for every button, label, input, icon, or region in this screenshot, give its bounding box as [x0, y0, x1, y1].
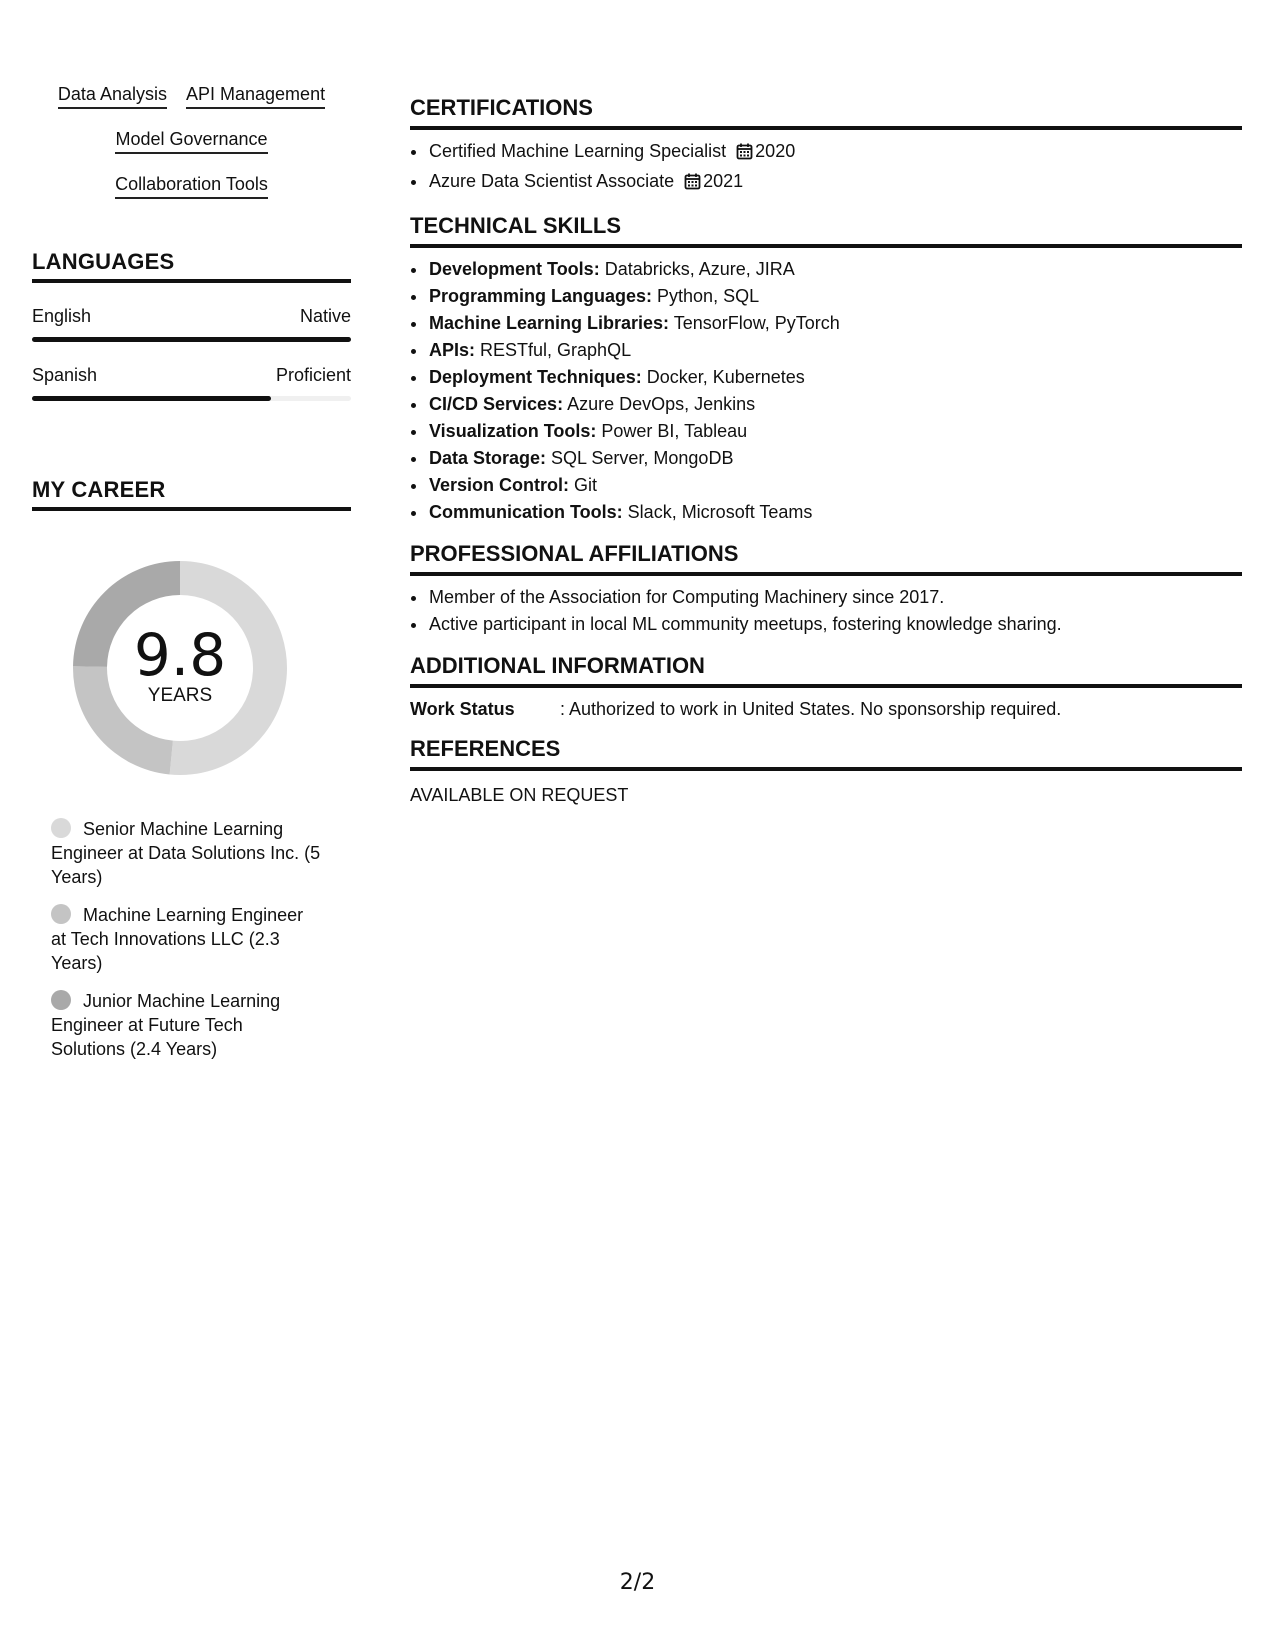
- languages-section: [32, 249, 351, 401]
- skill-label: Data Storage:: [429, 448, 547, 468]
- skill-item: [428, 445, 1242, 472]
- skill-tag-row: [32, 129, 351, 154]
- skill-label: CI/CD Services:: [429, 394, 564, 414]
- career-legend-item: [51, 903, 321, 975]
- certifications-heading: CERTIFICATIONS: [410, 94, 1242, 130]
- skill-value: TensorFlow, PyTorch: [669, 313, 840, 333]
- additional-info-section: [410, 652, 1242, 721]
- certification-item: [428, 138, 1242, 168]
- career-legend-item: [51, 989, 321, 1061]
- work-status-row: [410, 697, 1242, 721]
- skill-tag: API Management: [186, 84, 325, 109]
- skill-item: [428, 310, 1242, 337]
- skill-value: RESTful, GraphQL: [475, 340, 632, 360]
- skill-label: Visualization Tools:: [429, 421, 597, 441]
- skill-item: [428, 472, 1242, 499]
- language-proficiency-fill: [32, 337, 351, 342]
- skill-item: [428, 499, 1242, 526]
- certification-name: Azure Data Scientist Associate: [429, 171, 675, 191]
- language-name: Spanish: [32, 365, 98, 385]
- certifications-list: [410, 138, 1242, 198]
- skill-label: APIs:: [429, 340, 476, 360]
- career-legend: [32, 817, 321, 1061]
- additional-info-heading: ADDITIONAL INFORMATION: [410, 652, 1242, 688]
- skill-tag: Data Analysis: [58, 84, 167, 109]
- certification-year: 2021: [703, 171, 744, 191]
- skill-item: [428, 337, 1242, 364]
- career-total-unit: YEARS: [147, 685, 213, 706]
- skill-tags: [32, 84, 351, 199]
- career-donut-chart: [65, 553, 295, 783]
- skill-label: Deployment Techniques:: [429, 367, 642, 387]
- legend-dot-icon: [51, 818, 71, 838]
- skill-value: Docker, Kubernetes: [641, 367, 805, 387]
- page-indicator: 2/2: [619, 1570, 656, 1595]
- affiliation-item: • Member of the Association for Computing Machinery since 2017.: [428, 584, 1242, 611]
- skill-tag-row: [32, 84, 351, 109]
- calendar-icon: [684, 171, 701, 198]
- skill-value: SQL Server, MongoDB: [546, 448, 734, 468]
- certification-item: [428, 168, 1242, 198]
- technical-skills-heading: TECHNICAL SKILLS: [410, 212, 1242, 248]
- skill-label: Communication Tools:: [429, 502, 623, 522]
- career-heading: MY CAREER: [32, 477, 351, 511]
- legend-dot-icon: [51, 904, 71, 924]
- language-item: [32, 305, 351, 342]
- language-proficiency-fill: [32, 396, 271, 401]
- career-legend-item: [51, 817, 321, 889]
- skill-value: Git: [569, 475, 598, 495]
- skill-item: [428, 256, 1242, 283]
- donut-center: [65, 621, 295, 707]
- language-proficiency-bar: [32, 337, 351, 342]
- languages-heading: LANGUAGES: [32, 249, 351, 283]
- language-item: [32, 364, 351, 401]
- skill-item: [428, 283, 1242, 310]
- skill-value: Python, SQL: [652, 286, 760, 306]
- certifications-section: [410, 94, 1242, 198]
- skill-value: Azure DevOps, Jenkins: [563, 394, 756, 414]
- skill-tag-row: [32, 174, 351, 199]
- legend-dot-icon: [51, 990, 71, 1010]
- affiliations-section: [410, 540, 1242, 638]
- skill-tag: Collaboration Tools: [115, 174, 268, 199]
- skill-value: Power BI, Tableau: [596, 421, 748, 441]
- right-column: [410, 94, 1242, 821]
- skill-item: [428, 418, 1242, 445]
- affiliations-list: [410, 584, 1242, 638]
- affiliations-heading: PROFESSIONAL AFFILIATIONS: [410, 540, 1242, 576]
- skill-value: Databricks, Azure, JIRA: [599, 259, 795, 279]
- certification-year: 2020: [755, 141, 796, 161]
- language-name: English: [32, 306, 92, 326]
- skill-value: Slack, Microsoft Teams: [622, 502, 813, 522]
- affiliation-item: • Active participant in local ML community meetups, fostering knowledge sharing.: [428, 611, 1242, 638]
- career-role-label: Junior Machine Learning Engineer at Future Tech Solutions (2.4 Years): [51, 991, 281, 1059]
- career-role-label: Senior Machine Learning Engineer at Data Solutions Inc. (5 Years): [51, 819, 321, 887]
- language-proficiency-bar: [32, 396, 351, 401]
- left-column: [32, 84, 351, 1075]
- language-level: Native: [299, 306, 351, 326]
- career-total-years: 9.8: [133, 621, 227, 689]
- skill-item: [428, 391, 1242, 418]
- skill-tag: Model Governance: [115, 129, 267, 154]
- technical-skills-section: [410, 212, 1242, 526]
- references-text: AVAILABLE ON REQUEST: [410, 785, 629, 805]
- language-level: Proficient: [275, 365, 351, 385]
- career-section: [32, 477, 351, 1061]
- skill-item: [428, 364, 1242, 391]
- skill-label: Programming Languages:: [429, 286, 653, 306]
- certification-name: Certified Machine Learning Specialist: [429, 141, 727, 161]
- career-role-label: Machine Learning Engineer at Tech Innovations LLC (2.3 Years): [51, 905, 304, 973]
- skill-label: Version Control:: [429, 475, 570, 495]
- technical-skills-list: [410, 256, 1242, 526]
- skill-label: Development Tools:: [429, 259, 600, 279]
- references-heading: REFERENCES: [410, 735, 1242, 771]
- skill-label: Machine Learning Libraries:: [429, 313, 670, 333]
- calendar-icon: [736, 141, 753, 168]
- work-status-value: : Authorized to work in United States. No sponsorship required.: [560, 699, 1062, 719]
- work-status-label: Work Status: [410, 699, 515, 719]
- references-section: [410, 735, 1242, 807]
